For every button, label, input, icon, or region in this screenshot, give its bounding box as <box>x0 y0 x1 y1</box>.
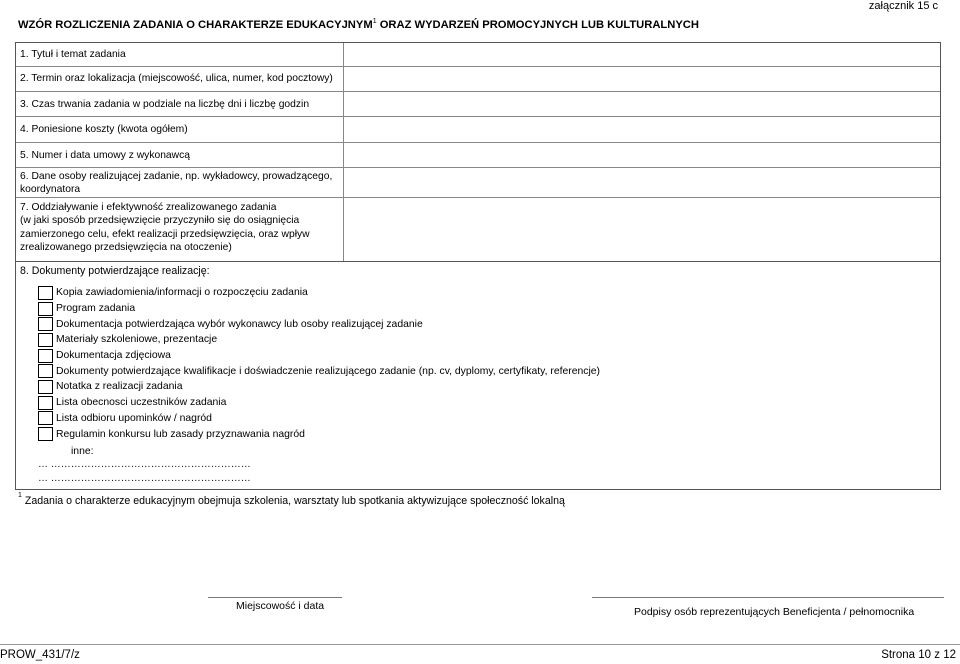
place-date-label: Miejscowość i data <box>236 600 325 612</box>
row-value-field[interactable] <box>344 92 940 116</box>
checkbox[interactable] <box>38 364 53 378</box>
form-title-main: WZÓR ROZLICZENIA ZADANIA O CHARAKTERZE EDUKACYJNYM <box>18 19 373 31</box>
row-label: 1. Tytuł i temat zadania <box>16 43 344 66</box>
other-documents-field-1[interactable]: … …………………………………………………… <box>38 459 251 470</box>
form-code: PROW_431/7/z <box>0 649 80 661</box>
documents-heading: 8. Dokumenty potwierdzające realizację: <box>20 265 210 277</box>
representatives-signature-line <box>592 597 944 598</box>
other-documents-label: inne: <box>71 446 94 457</box>
form-row-costs <box>16 117 940 143</box>
documents-checklist <box>38 285 600 442</box>
checklist-item-label: Kopia zawiadomienia/informacji o rozpoczęciu zadania <box>56 287 308 299</box>
form-row-person <box>16 168 940 198</box>
checklist-item <box>38 348 600 364</box>
place-date-signature-line <box>208 597 342 598</box>
row-label: 5. Numer i data umowy z wykonawcą <box>16 143 344 167</box>
row-value-field[interactable] <box>344 143 940 167</box>
other-documents-field-2[interactable]: … …………………………………………………… <box>38 473 251 484</box>
checklist-item <box>38 301 600 317</box>
checkbox[interactable] <box>38 349 53 363</box>
checkbox[interactable] <box>38 333 53 347</box>
checkbox[interactable] <box>38 317 53 331</box>
checklist-item-label: Dokumenty potwierdzające kwalifikacje i doświadczenie realizującego zadanie (np. cv, dyplomy, certyfikaty, referencje) <box>56 365 601 377</box>
page-number: Strona 10 z 12 <box>881 649 956 661</box>
checkbox[interactable] <box>38 302 53 316</box>
row-value-field[interactable] <box>344 168 940 197</box>
checkbox[interactable] <box>38 286 53 300</box>
checklist-item <box>38 426 600 442</box>
checklist-item-label: Notatka z realizacji zadania <box>56 381 183 393</box>
checkbox[interactable] <box>38 411 53 425</box>
checkbox[interactable] <box>38 396 53 410</box>
footer-divider <box>0 644 960 645</box>
checklist-item-label: Dokumentacja potwierdzająca wybór wykonawcy lub osoby realizującej zadanie <box>56 318 423 330</box>
checklist-item-label: Lista odbioru upominków / nagród <box>56 412 212 424</box>
checklist-item <box>38 395 600 411</box>
row-label: 3. Czas trwania zadania w podziale na liczbę dni i liczbę godzin <box>16 92 344 116</box>
row-value-field[interactable] <box>344 117 940 142</box>
form-row-impact <box>16 198 940 261</box>
checkbox[interactable] <box>38 427 53 441</box>
form-row-date-location <box>16 67 940 92</box>
representatives-label: Podpisy osób reprezentujących Beneficjenta / pełnomocnika <box>634 606 915 618</box>
form-row-contract <box>16 143 940 168</box>
row-label: 7. Oddziaływanie i efektywność zrealizowanego zadania (w jaki sposób przedsięwzięcie przyczyniło się do osiągnięcia zamierzonego celu, efekt realizacji przedsięwzięcia, oraz wpływ zrealizowanego przedsięwzięcia na otoczenie) <box>16 198 344 261</box>
documents-section <box>15 262 941 490</box>
checklist-item-label: Program zadania <box>56 303 136 315</box>
form-title <box>18 19 699 31</box>
checklist-item-label: Materiały szkoleniowe, prezentacje <box>56 334 218 346</box>
row-label: 2. Termin oraz lokalizacja (miejscowość, ulica, numer, kod pocztowy) <box>16 67 344 91</box>
attachment-label: załącznik 15 c <box>868 0 938 12</box>
checklist-item <box>38 332 600 348</box>
row-value-field[interactable] <box>344 67 940 91</box>
checklist-item-label: Regulamin konkursu lub zasady przyznawania nagród <box>56 428 305 440</box>
checkbox[interactable] <box>38 380 53 394</box>
checklist-item <box>38 285 600 301</box>
form-row-title <box>16 43 940 67</box>
checklist-item-label: Lista obecnosci uczestników zadania <box>56 397 227 409</box>
footnote-text: Zadania o charakterze edukacyjnym obejmuja szkolenia, warsztaty lub spotkania aktywizujące społeczność lokalną <box>24 495 565 507</box>
row-value-field[interactable] <box>344 198 940 261</box>
footnote-ref: 1 <box>372 18 377 25</box>
form-row-duration <box>16 92 940 117</box>
checklist-item <box>38 411 600 427</box>
checklist-item <box>38 363 600 379</box>
footnote-marker: 1 <box>18 492 22 499</box>
form-title-rest: ORAZ WYDARZEŃ PROMOCYJNYCH LUB KULTURALNYCH <box>376 19 699 31</box>
row-label: 6. Dane osoby realizującej zadanie, np. wykładowcy, prowadzącego, koordynatora <box>16 168 344 197</box>
form-table <box>15 42 941 262</box>
footnote <box>18 492 565 507</box>
row-label: 4. Poniesione koszty (kwota ogółem) <box>16 117 344 142</box>
checklist-item <box>38 316 600 332</box>
checklist-item <box>38 379 600 395</box>
checklist-item-label: Dokumentacja zdjęciowa <box>56 350 171 362</box>
row-value-field[interactable] <box>344 43 940 66</box>
